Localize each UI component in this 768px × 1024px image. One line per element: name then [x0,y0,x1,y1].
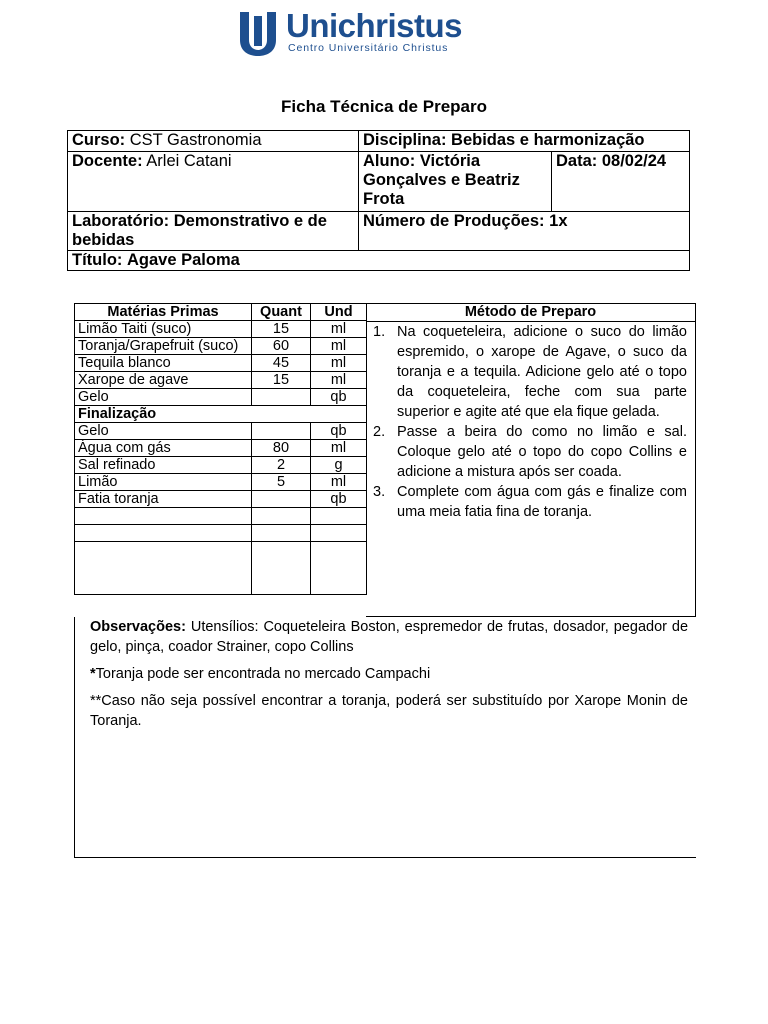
table-row [75,338,367,355]
table-row [75,321,367,338]
header-quant: Quant [252,304,311,321]
student-cell [359,152,552,212]
productions-cell [359,212,690,251]
aluno-value: Victória Gonçalves e Beatriz Frota [363,152,520,208]
curso-label: Curso: [72,131,126,149]
titulo-label: Título: [72,251,123,269]
table-row [75,491,367,508]
data-value: 08/02/24 [601,152,667,170]
ingredient-qty: 45 [252,355,311,372]
ingredient-name: Limão [75,474,252,491]
document-title: Ficha Técnica de Preparo [281,97,487,116]
ingredient-name: Limão Taiti (suco) [75,321,252,338]
table-row [75,440,367,457]
ingredient-qty [252,423,311,440]
empty-row [75,508,367,525]
disciplina-label: Disciplina: [363,131,447,149]
ingredient-unit: ml [311,440,367,457]
unichristus-logo-icon [238,10,278,56]
brand-subtitle: Centro Universitário Christus [288,42,449,54]
ingredient-qty [252,389,311,406]
titulo-value: Agave Paloma [127,251,240,269]
ingredient-name: Gelo [75,423,252,440]
empty-row [75,525,367,542]
aluno-label: Aluno: [363,152,416,170]
ingredient-unit: ml [311,321,367,338]
list-item [373,422,687,482]
ingredient-qty: 15 [252,321,311,338]
table-row [75,355,367,372]
ingredient-unit: ml [311,474,367,491]
producoes-label: Número de Produções: [363,212,545,230]
table-row [75,372,367,389]
step-number: 1. [373,324,386,340]
brand-name: Unichristus [286,7,463,44]
data-label: Data: [556,152,598,170]
finalizacao-label: Finalização [75,406,367,423]
producoes-value: 1x [549,212,568,230]
list-item [373,322,687,422]
ingredient-unit: ml [311,355,367,372]
ingredient-unit: qb [311,423,367,440]
header-materias: Matérias Primas [75,304,252,321]
ingredient-qty: 15 [252,372,311,389]
ingredients-table [74,303,367,595]
ingredient-unit: qb [311,389,367,406]
ingredient-name: Toranja/Grapefruit (suco) [75,338,252,355]
ingredient-qty: 5 [252,474,311,491]
table-row [75,389,367,406]
observations-box [74,617,696,858]
observations-paragraph [90,617,688,657]
ingredient-name: Gelo [75,389,252,406]
step-number: 3. [373,484,386,500]
list-item [373,482,687,522]
teacher-cell [68,152,359,212]
laboratorio-label: Laboratório: [72,212,170,230]
date-cell [552,152,690,212]
ingredient-qty: 80 [252,440,311,457]
header-und: Und [311,304,367,321]
lab-cell [68,212,359,251]
section-row [75,406,367,423]
info-table [67,130,690,271]
docente-value: Arlei Catani [146,152,232,170]
ingredient-name: Água com gás [75,440,252,457]
course-cell [68,131,359,152]
ingredient-qty: 60 [252,338,311,355]
docente-label: Docente: [72,152,143,170]
method-panel [366,303,696,617]
table-row [75,474,367,491]
discipline-cell [359,131,690,152]
step-text: Complete com água com gás e finalize com uma meia fatia fina de toranja. [397,484,687,520]
note-2: **Caso não seja possível encontrar a toranja, poderá ser substituído por Xarope Monin de Toranja. [90,693,688,729]
ingredient-unit: ml [311,338,367,355]
observations-label: Observações: [90,619,186,635]
disciplina-value: Bebidas e harmonização [451,131,645,149]
curso-value: CST Gastronomia [129,131,262,149]
ingredient-name: Xarope de agave [75,372,252,389]
note-1-mark: * [90,666,96,682]
ingredient-name: Sal refinado [75,457,252,474]
method-header: Método de Preparo [366,304,695,322]
table-row [75,457,367,474]
step-number: 2. [373,424,386,440]
ingredient-unit: ml [311,372,367,389]
method-steps [366,322,695,522]
laboratorio-value: Demonstrativo e de bebidas [72,212,327,249]
step-text: Na coqueteleira, adicione o suco do limão espremido, o xarope de Agave, o suco da toranja e a tequila. Adicione gelo até o topo da coqueteleira, feche com sua parte superior e agite até que ela fique gelada. [397,324,687,420]
note-1-text: Toranja pode ser encontrada no mercado Campachi [95,666,431,682]
table-row [75,423,367,440]
observations-text: Utensílios: Coqueteleira Boston, espremedor de frutas, dosador, pegador de gelo, pinça, coador Strainer, copo Collins [90,619,689,655]
title-cell [68,251,690,271]
ingredient-qty: 2 [252,457,311,474]
empty-row [75,542,367,595]
ingredient-qty [252,491,311,508]
note-1 [90,664,688,684]
ingredient-unit: qb [311,491,367,508]
step-text: Passe a beira do como no limão e sal. Coloque gelo até o topo do copo Collins e adicione a mistura após ser coada. [397,424,687,480]
ingredient-name: Fatia toranja [75,491,252,508]
ingredient-name: Tequila blanco [75,355,252,372]
ingredient-unit: g [311,457,367,474]
